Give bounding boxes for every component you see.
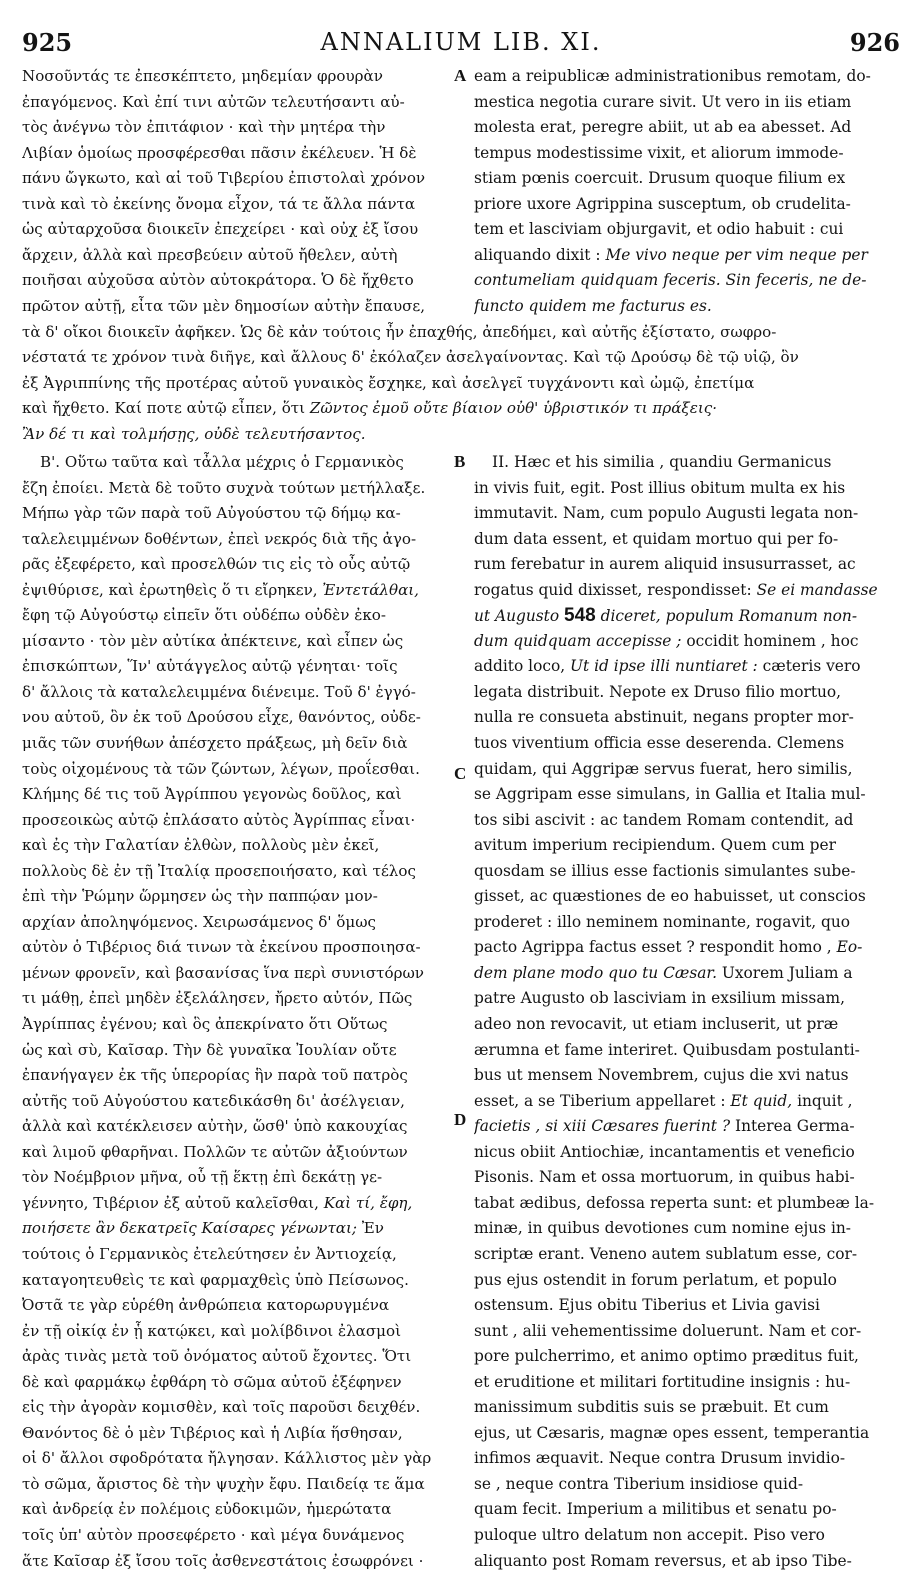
greek-line: Ἀγρίππας ἐγένου; καὶ ὃς ἀπεκρίνατο ὅτι Οὕτως: [22, 1015, 388, 1034]
greek-wide-line: νέστατά τε χρόνον τινὰ διῆγε, καὶ ἄλλους δ' ἐκόλαζεν ἀσελγαίνοντας. Καὶ τῷ Δρούσῳ δὲ τῷ υἱῷ, ὃν: [22, 348, 799, 367]
latin-line: proderet : illo neminem nominante, rogavit, quo: [474, 912, 851, 931]
latin-text: addito loco,: [474, 657, 566, 676]
greek-line: αὐτὸν ὁ Τιβέριος διά τινων τὰ ἐκείνου προσποιησα-: [22, 938, 421, 957]
latin-line: mestica negotia curare sivit. Ut vero in iis etiam: [474, 92, 852, 111]
greek-line: εἰς τὴν ἀγορὰν κομισθὲν, καὶ τοῖς παροῦσι δειχθέν.: [22, 1398, 421, 1417]
latin-line: et eruditione et militari fortitudine insignis : hu-: [474, 1372, 851, 1391]
latin-line: eam a reipublicæ administrationibus remotam, do-: [474, 67, 871, 85]
latin-line: avitum imperium recipiendum. Quem cum per: [474, 836, 836, 855]
latin-quote: ut Augusto: [474, 607, 560, 626]
latin-line: [474, 268, 900, 294]
greek-line: νου αὐτοῦ, ὃν ἐκ τοῦ Δρούσου εἶχε, θανόντος, οὐδε-: [22, 708, 421, 727]
latin-line: se Aggripam esse simulans, in Gallia et Italia mul-: [474, 785, 866, 804]
greek-line: Μήπω γὰρ τῶν παρὰ τοῦ Αὐγούστου τῷ δήμῳ κα-: [22, 504, 401, 523]
latin-line: [474, 1089, 900, 1115]
latin-column-bottom: [474, 450, 900, 1574]
greek-line: πολλοὺς δὲ ἐν τῇ Ἰταλίᾳ προσεποιήσατο, καὶ τέλος: [22, 861, 416, 880]
latin-line: [474, 935, 900, 961]
latin-text: Uxorem Juliam a: [721, 963, 853, 982]
latin-line: tabat ædibus, defossa reperta sunt: et plumbeæ la-: [474, 1193, 875, 1212]
greek-line: τὸς ἀνέγνω τὸν ἐπιτάφιον · καὶ τὴν μητέρα τὴν: [22, 118, 386, 137]
latin-line: priore uxore Agrippina susceptum, ob crudelita-: [474, 194, 851, 213]
latin-line: [474, 961, 900, 987]
greek-line: τοὺς οἰχομένους τὰ τῶν ζώντων, λέγων, προΐεσθαι.: [22, 759, 420, 778]
latin-quote: Et quid,: [730, 1091, 793, 1110]
greek-wide-line: ἐξ Ἀγριππίνης τῆς προτέρας αὐτοῦ γυναικὸς ἔσχηκε, καὶ ἀσελγεῖ τυγχάνοντι καὶ ὠμῷ, ἐπετίμα: [22, 373, 755, 392]
latin-text: occidit hominem , hoc: [686, 631, 859, 650]
greek-line: καὶ ἐς τὴν Γαλατίαν ἐλθὼν, πολλοὺς μὲν ἐκεῖ,: [22, 836, 380, 855]
latin-line: ejus, ut Cæsaris, magnæ opes essent, temperantia: [474, 1423, 870, 1442]
latin-quote: diceret, populum Romanum non-: [600, 607, 858, 626]
latin-text: pacto Agrippa factus esset ? respondit homo ,: [474, 938, 832, 957]
greek-line: καταγοητευθεὶς τε καὶ φαρμαχθεὶς ὑπὸ Πείσωνος.: [22, 1270, 409, 1289]
latin-line: dum data essent, et quidam mortuo qui per fo-: [474, 529, 839, 548]
greek-line: ἔφη τῷ Αὐγούστῳ εἰπεῖν ὅτι οὐδέπω οὐδὲν ἐκο-: [22, 606, 386, 625]
greek-line: ἐπὶ τὴν Ῥώμην ὥρμησεν ὡς τὴν παππῴαν μον-: [22, 887, 378, 906]
latin-quote: Se ei mandasse: [756, 580, 878, 599]
greek-line: ἀλλὰ καὶ κατέκλεισεν αὐτὴν, ὥσθ' ὑπὸ κακουχίας: [22, 1117, 408, 1136]
greek-line: Β'. Οὕτω ταῦτα καὶ τἆλλα μέχρις ὁ Γερμανικὸς: [40, 453, 404, 471]
greek-line: Λιβίαν ὁμοίως προσφέρεσθαι πᾶσιν ἐκέλευεν. Ἡ δὲ: [22, 143, 417, 162]
greek-line: ἐπανήγαγεν ἐκ τῆς ὑπερορίας ἣν παρὰ τοῦ πατρὸς: [22, 1066, 408, 1085]
latin-quote: contumeliam quidquam feceris. Sin feceris, ne de-: [474, 271, 867, 290]
greek-line: [22, 578, 450, 604]
latin-line: sunt , alii vehementissime doluerunt. Nam et cor-: [474, 1321, 862, 1340]
latin-line: [474, 603, 900, 629]
latin-line: tos sibi ascivit : ac tandem Romam contendit, ad: [474, 810, 854, 829]
latin-line: quosdam se illius esse factionis simulantes sube-: [474, 861, 856, 880]
latin-text: rogatus quid dixisset, respondisset:: [474, 580, 752, 599]
greek-quote: ποιήσετε ἂν δεκατρεῖς Καίσαρες γένωνται;: [22, 1219, 357, 1238]
latin-quote: facietis , si xiii Cæsares fuerint ?: [474, 1117, 731, 1136]
greek-line: Θανόντος δὲ ὁ μὲν Τιβέριος καὶ ἡ Λιβία ἥσθησαν,: [22, 1423, 403, 1442]
greek-text: καὶ ἤχθετο. Καί ποτε αὐτῷ εἶπεν, ὅτι: [22, 399, 306, 418]
greek-line: ὡς αὐταρχοῦσα διοικεῖν ἐπεχείρει · καὶ οὐχ ἐξ ἴσου: [22, 220, 419, 239]
latin-line: tempus modestissime vixit, et aliorum immode-: [474, 143, 844, 162]
greek-line: πρῶτον αὐτῇ, εἶτα τῶν μὲν δημοσίων αὐτὴν ἔπαυσε,: [22, 296, 426, 315]
latin-column-top: [474, 64, 900, 319]
latin-line: aliquanto post Romam reversus, et ab ipso Tibe-: [474, 1551, 852, 1570]
latin-line: scriptæ erant. Veneno autem sublatum esse, cor-: [474, 1244, 858, 1263]
greek-text: ἐψιθύρισε, καὶ ἐρωτηθεὶς ὅ τι εἴρηκεν,: [22, 580, 318, 599]
latin-line: manissimum subditis suis se præbuit. Et cum: [474, 1398, 829, 1417]
greek-line: [22, 1191, 450, 1217]
greek-line: προσεοικὼς αὐτῷ ἐπλάσατο αὐτὸς Ἀγρίππας εἶναι·: [22, 810, 416, 829]
latin-quote: Eo-: [836, 938, 863, 957]
greek-line: πάνυ ὤγκωτο, καὶ αἱ τοῦ Τιβερίου ἐπιστολαὶ χρόνον: [22, 169, 426, 188]
latin-text: aliquando dixit :: [474, 245, 601, 264]
greek-text: γέννητο, Τιβέριον ἐξ αὐτοῦ καλεῖσθαι,: [22, 1193, 319, 1212]
section-marker-b: B: [454, 452, 466, 471]
latin-line: rum ferebatur in aurem aliquid insusurrasset, ac: [474, 555, 856, 574]
greek-line: ἐν τῇ οἰκίᾳ ἐν ᾗ κατῴκει, καὶ μολίβδινοι ἐλασμοὶ: [22, 1321, 401, 1340]
page-header: [0, 0, 922, 60]
greek-line: ποιῆσαι αὐχοῦσα αὐτὸν αὐτοκράτορα. Ὁ δὲ ἤχθετο: [22, 271, 414, 290]
latin-line: gisset, ac quæstiones de eo habuisset, ut conscios: [474, 887, 866, 906]
greek-line: μιᾶς τῶν συνήθων ἀπέσχετο πράξεως, μὴ δεῖν διὰ: [22, 734, 408, 753]
greek-line: οἱ δ' ἄλλοι σφοδρότατα ἤλγησαν. Κάλλιστος μὲν γὰρ: [22, 1449, 432, 1468]
latin-quote: functo quidem me facturus es.: [474, 296, 712, 315]
latin-line: adeo non revocavit, ut etiam incluserit, ut præ: [474, 1015, 839, 1034]
latin-line: pus ejus ostendit in forum perlatum, et populo: [474, 1270, 837, 1289]
latin-line: in vivis fuit, egit. Post illius obitum multa ex his: [474, 478, 846, 497]
greek-line: ἀρὰς τινὰς μετὰ τοῦ ὀνόματος αὐτοῦ ἔχοντες. Ὅτι: [22, 1347, 412, 1366]
latin-line: bus ut mensem Novembrem, cujus die xvi natus: [474, 1066, 849, 1085]
latin-line: tem et lasciviam objurgavit, et odio habuit : cui: [474, 220, 844, 239]
greek-wide-block: [22, 320, 900, 448]
greek-wide-line: [22, 396, 900, 422]
latin-line: II. Hæc et his similia , quandiu Germanicus: [492, 453, 832, 471]
section-marker-c: C: [454, 764, 467, 783]
latin-quote: Ut id ipse illi nuntiaret :: [570, 657, 758, 676]
greek-line: ἔζη ἐποίει. Μετὰ δὲ τοῦτο συχνὰ τούτων μετήλλαξε.: [22, 478, 426, 497]
latin-text: esset, a se Tiberium appellaret :: [474, 1091, 726, 1110]
greek-line: αὐτῆς τοῦ Αὐγούστου κατεδικάσθη δι' ἀσέλγειαν,: [22, 1091, 405, 1110]
greek-quote: Ἐντετάλθαι,: [322, 580, 419, 599]
latin-line: [474, 243, 900, 269]
greek-text: Ἐν: [361, 1219, 384, 1238]
latin-line: ærumna et fame interiret. Quibusdam postulanti-: [474, 1040, 860, 1059]
latin-quote: dem plane modo quo tu Cæsar.: [474, 963, 717, 982]
latin-text: inquit ,: [797, 1091, 853, 1110]
greek-line: τι μάθῃ, ἐπεὶ μηδὲν ἐξελάλησεν, ἤρετο αὐτόν, Πῶς: [22, 989, 413, 1008]
greek-line: καὶ λιμοῦ φθαρῆναι. Πολλῶν τε αὐτῶν ἀξιούντων: [22, 1142, 408, 1161]
latin-line: puloque ultro delatum non accepit. Piso vero: [474, 1525, 825, 1544]
greek-line: ἅτε Καῖσαρ ἐξ ἴσου τοῖς ἀσθενεστάτοις ἐσωφρόνει ·: [22, 1551, 424, 1570]
page-number-right: 926: [849, 28, 900, 57]
greek-quote: Ζῶντος ἐμοῦ οὔτε βίαιον οὐθ' ὑβριστικόν τι πράξεις·: [309, 399, 717, 418]
section-marker-a: A: [454, 66, 467, 85]
greek-line: ἄρχειν, ἀλλὰ καὶ πρεσβεύειν αὐτοῦ ἤθελεν, αὐτὴ: [22, 245, 398, 264]
greek-line: Κλήμης δέ τις τοῦ Ἀγρίππου γεγονὼς δοῦλος, καὶ: [22, 785, 402, 804]
latin-line: patre Augusto ob lasciviam in exsilium missam,: [474, 989, 845, 1008]
greek-line: δὲ καὶ φαρμάκῳ ἐφθάρη τὸ σῶμα αὐτοῦ ἐξέφηνεν: [22, 1372, 402, 1391]
latin-line: stiam pœnis coercuit. Drusum quoque filium ex: [474, 169, 846, 188]
latin-line: pore pulcherrimo, et animo optimo præditus fuit,: [474, 1347, 859, 1366]
greek-line: ἐπισκώπτων, Ἵν' αὐτάγγελος αὐτῷ γένηται· τοῖς: [22, 657, 398, 676]
running-title: ANNALIUM LIB. XI.: [320, 28, 602, 56]
latin-line: nicus obiit Antiochiæ, incantamentis et veneficio: [474, 1142, 855, 1161]
greek-column-bottom: [22, 450, 450, 1574]
greek-line: αρχίαν ἀποληψόμενος. Χειρωσάμενος δ' ὅμως: [22, 912, 376, 931]
page-number-left: 925: [22, 28, 73, 57]
latin-quote: dum quidquam accepisse ;: [474, 631, 682, 650]
greek-wide-line: [22, 422, 900, 448]
greek-quote: Καὶ τί, ἔφη,: [323, 1193, 413, 1212]
latin-line: [474, 629, 900, 655]
section-marker-d: D: [454, 1110, 467, 1129]
latin-text: Interea Germa-: [734, 1117, 855, 1136]
greek-column-top: [22, 64, 450, 319]
latin-line: [474, 578, 900, 604]
greek-line: [22, 1216, 450, 1242]
latin-line: nulla re consueta abstinuit, negans propter mor-: [474, 708, 854, 727]
latin-line: legata distribuit. Nepote ex Druso filio mortuo,: [474, 682, 842, 701]
greek-line: μίσαντο · τὸν μὲν αὐτίκα ἀπέκτεινε, καὶ εἶπεν ὡς: [22, 631, 404, 650]
latin-line: [474, 654, 900, 680]
greek-line: καὶ ἀνδρείᾳ ἐν πολέμοις εὐδοκιμῶν, ἡμερώτατα: [22, 1500, 392, 1519]
greek-wide-line: τὰ δ' οἴκοι διοικεῖν ἀφῆκεν. Ὡς δὲ κἀν τούτοις ἦν ἐπαχθής, ἀπεδήμει, καὶ αὐτῆς ἐξίστατο, σωφρο-: [22, 322, 777, 341]
latin-quote: Me vivo neque per vim neque per: [605, 245, 868, 264]
latin-line: molesta erat, peregre abiit, ut ab ea abesset. Ad: [474, 118, 852, 137]
latin-line: ostensum. Ejus obitu Tiberius et Livia gavisi: [474, 1296, 820, 1315]
latin-text: cæteris vero: [762, 657, 861, 676]
greek-line: μένων φρονεῖν, καὶ βασανίσας ἵνα περὶ συνιστόρων: [22, 963, 424, 982]
greek-line: δ' ἄλλοις τὰ καταλελειμμένα διένειμε. Τοῦ δ' ἐγγό-: [22, 682, 416, 701]
greek-line: τὸν Νοέμβριον μῆνα, οὗ τῇ ἕκτῃ ἐπὶ δεκάτῃ γε-: [22, 1168, 383, 1187]
latin-line: [474, 1114, 900, 1140]
latin-line: immutavit. Nam, cum populo Augusti legata non-: [474, 504, 859, 523]
latin-line: [474, 294, 900, 320]
inset-page-number: 548: [564, 605, 596, 627]
greek-line: τὸ σῶμα, ἄριστος δὲ τὴν ψυχὴν ἔφυ. Παιδείᾳ τε ἅμα: [22, 1474, 425, 1493]
greek-line: ὡς καὶ σὺ, Καῖσαρ. Τὴν δὲ γυναῖκα Ἰουλίαν οὔτε: [22, 1040, 397, 1059]
greek-line: τούτοις ὁ Γερμανικὸς ἐτελεύτησεν ἐν Ἀντιοχείᾳ,: [22, 1244, 397, 1263]
latin-line: quidam, qui Aggripæ servus fuerat, hero similis,: [474, 759, 853, 778]
latin-line: Pisonis. Nam et ossa mortuorum, in quibus habi-: [474, 1168, 855, 1187]
latin-line: minæ, in quibus devotiones cum nomine ejus in-: [474, 1219, 851, 1238]
latin-line: quam fecit. Imperium a militibus et senatu po-: [474, 1500, 837, 1519]
greek-line: τοῖς ὑπ' αὐτὸν προσεφέρετο · καὶ μέγα δυνάμενος: [22, 1525, 405, 1544]
greek-line: Νοσοῦντάς τε ἐπεσκέπτετο, μηδεμίαν φρουρὰν: [22, 67, 383, 85]
greek-line: ρᾶς ἐξεφέρετο, καὶ προσελθών τις εἰς τὸ οὖς αὐτῷ: [22, 555, 411, 574]
greek-line: ταλελειμμένων δοθέντων, ἐπεὶ νεκρός διὰ τῆς ἀγο-: [22, 529, 417, 548]
latin-line: tuos viventium officia esse deserenda. Clemens: [474, 734, 845, 753]
latin-line: infimos æquavit. Neque contra Drusum invidio-: [474, 1449, 846, 1468]
greek-line: ἐπαγόμενος. Καὶ ἐπί τινι αὐτῶν τελευτήσαντι αὐ-: [22, 92, 405, 111]
greek-quote: Ἂν δέ τι καὶ τολμήσῃς, οὐδὲ τελευτήσαντος.: [22, 424, 366, 443]
greek-line: Ὀστᾶ τε γὰρ εὑρέθη ἀνθρώπεια κατορωρυγμένα: [22, 1296, 390, 1315]
latin-line: se , neque contra Tiberium insidiose quid-: [474, 1474, 804, 1493]
greek-line: τινὰ καὶ τὸ ἐκείνης ὄνομα εἶχον, τά τε ἄλλα πάντα: [22, 194, 416, 213]
